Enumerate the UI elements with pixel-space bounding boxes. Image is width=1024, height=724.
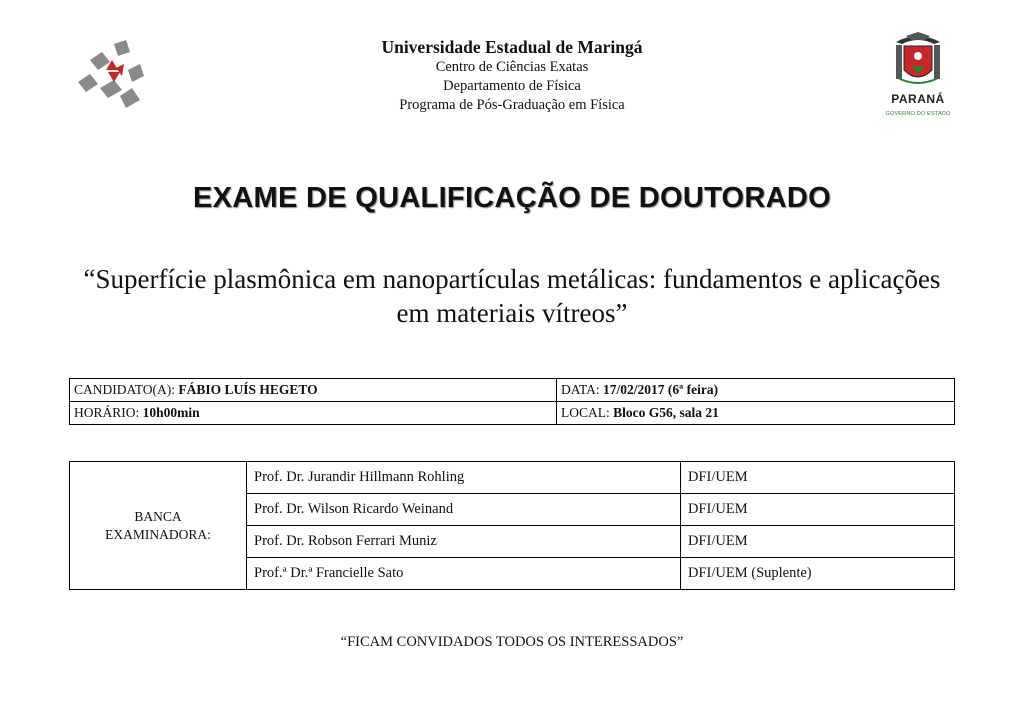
candidate-value: FÁBIO LUÍS HEGETO — [178, 382, 318, 397]
date-value: 17/02/2017 (6ª feira) — [603, 382, 719, 397]
time-cell — [70, 402, 557, 425]
invitation-text: “FICAM CONVIDADOS TODOS OS INTERESSADOS” — [340, 634, 684, 650]
member-affiliation: DFI/UEM — [681, 462, 955, 494]
thesis-title: “Superfície plasmônica em nanopartículas metálicas: fundamentos e aplicações em materiais vítreos” — [83, 264, 941, 328]
parana-coat-of-arms-icon — [878, 32, 958, 92]
program-name: Programa de Pós-Graduação em Física — [399, 97, 625, 113]
institution-header — [250, 36, 774, 115]
member-name: Prof. Dr. Jurandir Hillmann Rohling — [247, 462, 681, 494]
uem-logo — [70, 40, 150, 114]
location-cell — [557, 402, 955, 425]
panel-table — [69, 461, 955, 590]
time-label: HORÁRIO: — [74, 405, 140, 420]
center-name: Centro de Ciências Exatas — [435, 59, 589, 75]
exam-title: EXAME DE QUALIFICAÇÃO DE DOUTORADO — [192, 182, 832, 214]
department-name: Departamento de Física — [443, 78, 581, 94]
location-value: Bloco G56, sala 21 — [613, 405, 719, 420]
member-affiliation: DFI/UEM — [681, 494, 955, 526]
info-row — [70, 402, 955, 425]
parana-name: PARANÁ — [891, 92, 945, 106]
uem-logo-icon — [70, 40, 150, 114]
candidate-cell — [70, 379, 557, 402]
info-table — [69, 378, 955, 425]
panel-label — [70, 462, 247, 590]
member-name: Prof. Dr. Wilson Ricardo Weinand — [247, 494, 681, 526]
parana-logo — [878, 32, 958, 122]
parana-subtitle: GOVERNO DO ESTADO — [885, 111, 951, 117]
panel-label-line2: EXAMINADORA: — [105, 526, 211, 542]
candidate-label: CANDIDATO(A): — [74, 382, 175, 397]
panel-label-line1: BANCA — [134, 508, 182, 524]
university-name: Universidade Estadual de Maringá — [381, 37, 643, 57]
info-row — [70, 379, 955, 402]
member-affiliation: DFI/UEM — [681, 526, 955, 558]
date-cell — [557, 379, 955, 402]
panel-row — [70, 462, 955, 494]
member-affiliation: DFI/UEM (Suplente) — [681, 558, 955, 590]
date-label: DATA: — [561, 382, 600, 397]
location-label: LOCAL: — [561, 405, 610, 420]
member-name: Prof.ª Dr.ª Francielle Sato — [247, 558, 681, 590]
time-value: 10h00min — [142, 405, 200, 420]
member-name: Prof. Dr. Robson Ferrari Muniz — [247, 526, 681, 558]
